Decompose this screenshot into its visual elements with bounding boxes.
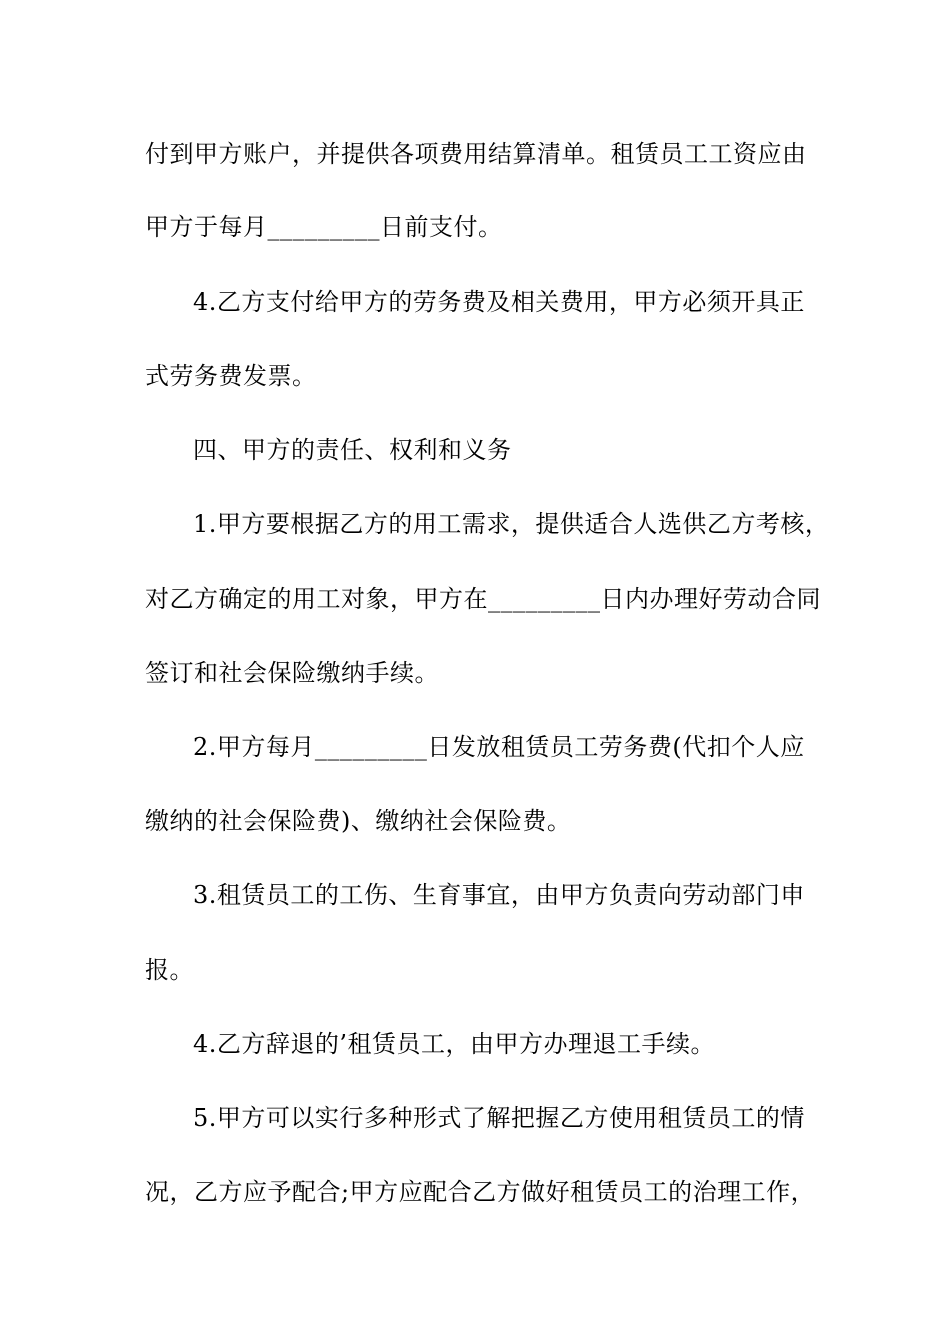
text-line: 2.甲方每月_________日发放租赁员工劳务费(代扣个人应 [193, 733, 805, 761]
text-line: 式劳务费发票。 [145, 362, 317, 390]
text-line: 对乙方确定的用工对象，甲方在_________日内办理好劳动合同 [145, 585, 821, 613]
text-line: 5.甲方可以实行多种形式了解把握乙方使用租赁员工的情 [193, 1104, 805, 1132]
text-line: 4.乙方辞退的’租赁员工，由甲方办理退工手续。 [193, 1030, 716, 1058]
text-line: 签订和社会保险缴纳手续。 [145, 659, 439, 687]
text-line: 报。 [145, 956, 194, 984]
text-line: 付到甲方账户，并提供各项费用结算清单。租赁员工工资应由 [145, 140, 807, 168]
text-line: 甲方于每月_________日前支付。 [145, 213, 503, 241]
text-line: 1.甲方要根据乙方的用工需求，提供适合人选供乙方考核， [193, 510, 830, 538]
text-line: 况，乙方应予配合;甲方应配合乙方做好租赁员工的治理工作， [145, 1178, 816, 1206]
text-line: 3.租赁员工的工伤、生育事宜，由甲方负责向劳动部门申 [193, 881, 805, 909]
text-line: 4.乙方支付给甲方的劳务费及相关费用，甲方必须开具正 [193, 288, 805, 316]
text-line: 缴纳的社会保险费)、缴纳社会保险费。 [145, 807, 572, 835]
section-heading: 四、甲方的责任、权利和义务 [193, 436, 512, 464]
